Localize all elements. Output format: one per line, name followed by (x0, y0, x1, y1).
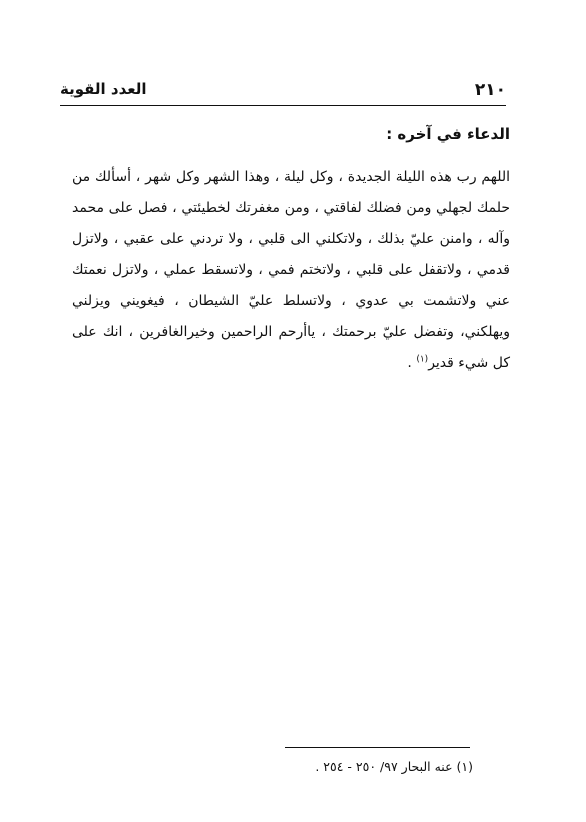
footnote-rule (285, 747, 470, 748)
footnote: (١) عنه البحار ٩٧/ ٢٥٠ - ٢٥٤ . (315, 759, 473, 774)
dua-text: اللهم رب هذه الليلة الجديدة ، وكل ليلة ، وهذا الشهر وكل شهر ، أسألك من حلمك لجهلي ومن فضلك لفاقتي ، ومن مغفرتك لخطيئتي ، فصل على محمد وآله ، وامنن عليّ بذلك ، ولاتكلني الى قلبي ، ولا تردني على عقبي ، ولاتزل قدمي ، ولاتقفل على قلبي ، ولاتختم فمي ، ولاتسقط عملي ، ولاتزل نعمتك عني ولاتشمت بي عدوي ، ولاتسلط عليّ الشيطان ، فيغويني ويزلني ويهلكني، وتفضل عليّ برحمتك ، ياأرحم الراحمين وخيرالغافرين ، انك على كل شيء قدير (72, 169, 510, 371)
footnote-marker[interactable]: (١) (416, 354, 429, 365)
dua-end-mark: . (407, 355, 417, 371)
page-number: ٢١٠ (474, 80, 506, 100)
section-heading: الدعاء في آخره : (386, 125, 510, 143)
body-text (72, 122, 510, 379)
book-title: العدد القوية (60, 80, 147, 98)
running-header (60, 80, 506, 106)
dua-paragraph (72, 162, 510, 379)
header-rule (60, 105, 506, 106)
